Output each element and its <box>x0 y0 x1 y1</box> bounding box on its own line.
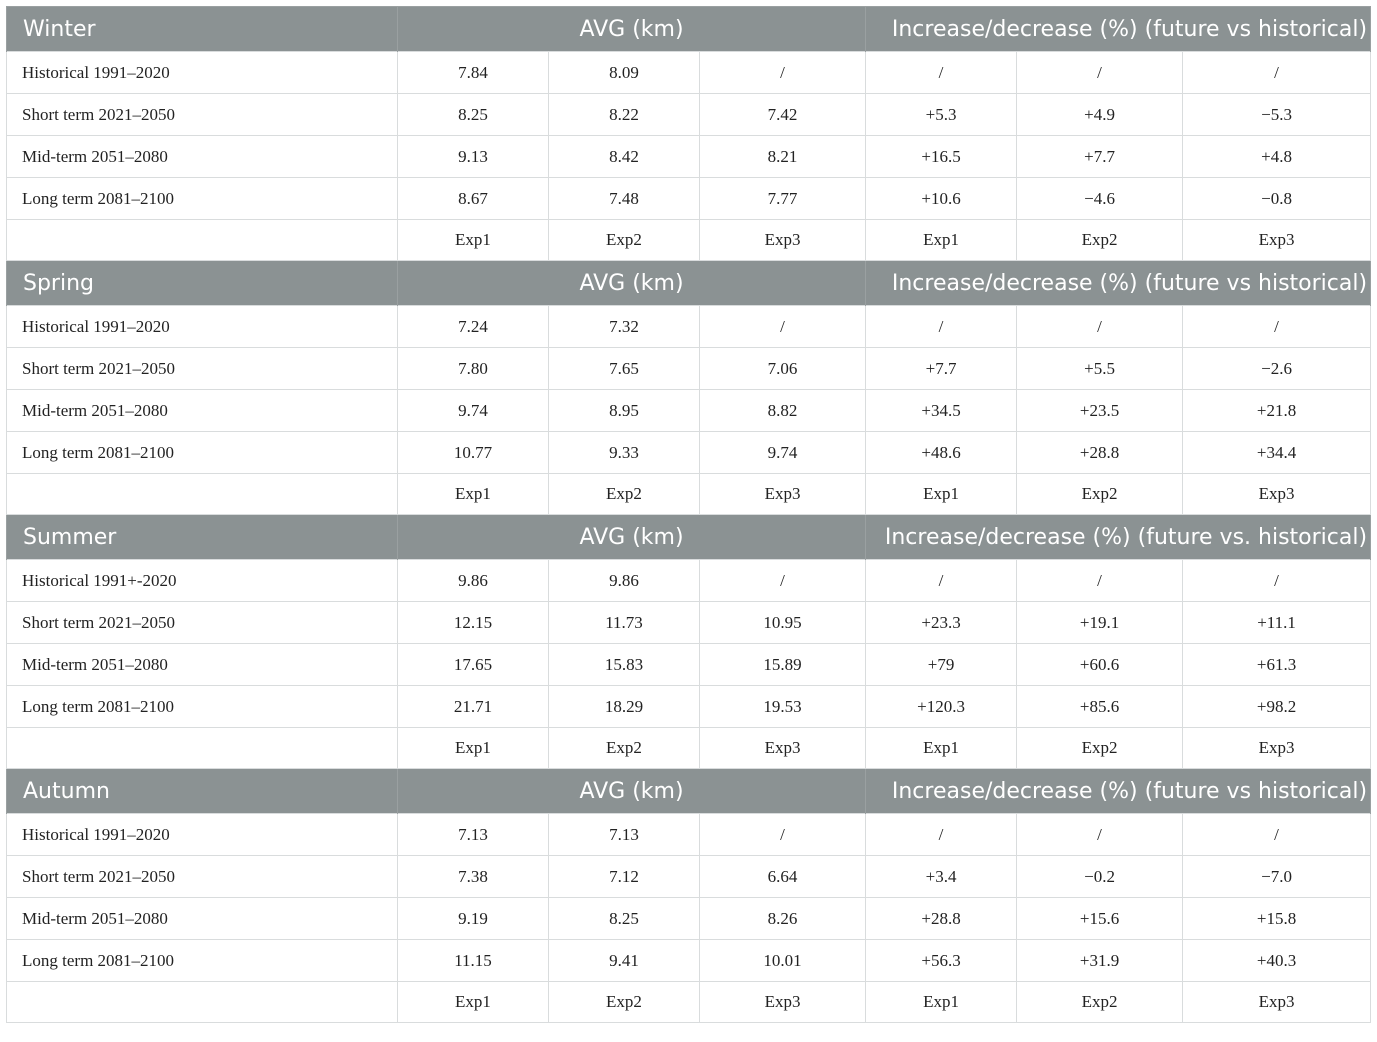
value-cell: 9.74 <box>700 432 866 474</box>
period-label: Historical 1991–2020 <box>7 814 398 856</box>
period-label: Short term 2021–2050 <box>7 856 398 898</box>
experiment-label: Exp2 <box>549 474 700 515</box>
value-cell: +7.7 <box>866 348 1017 390</box>
experiment-label: Exp3 <box>1183 474 1371 515</box>
experiment-label: Exp2 <box>1017 728 1183 769</box>
period-label: Mid-term 2051–2080 <box>7 898 398 940</box>
period-label: Historical 1991–2020 <box>7 306 398 348</box>
experiment-label: Exp1 <box>866 728 1017 769</box>
projection-table <box>6 6 1371 1023</box>
change-header: Increase/decrease (%) (future vs historical) <box>866 769 1371 814</box>
value-cell: / <box>1183 560 1371 602</box>
table-row <box>7 814 1371 856</box>
experiment-label: Exp3 <box>700 982 866 1023</box>
value-cell: +5.5 <box>1017 348 1183 390</box>
table-row <box>7 306 1371 348</box>
experiment-label: Exp1 <box>398 728 549 769</box>
value-cell: +79 <box>866 644 1017 686</box>
table-row <box>7 602 1371 644</box>
value-cell: −0.2 <box>1017 856 1183 898</box>
value-cell: 8.09 <box>549 52 700 94</box>
value-cell: 7.80 <box>398 348 549 390</box>
experiment-label: Exp3 <box>1183 220 1371 261</box>
section-header-spring <box>7 261 1371 306</box>
period-label: Short term 2021–2050 <box>7 348 398 390</box>
table-row <box>7 898 1371 940</box>
section-header-autumn <box>7 769 1371 814</box>
value-cell: / <box>1017 560 1183 602</box>
value-cell: 8.95 <box>549 390 700 432</box>
value-cell: 7.65 <box>549 348 700 390</box>
value-cell: +4.8 <box>1183 136 1371 178</box>
value-cell: +11.1 <box>1183 602 1371 644</box>
value-cell: 9.33 <box>549 432 700 474</box>
experiment-label-row <box>7 474 1371 515</box>
value-cell: 10.95 <box>700 602 866 644</box>
value-cell: −4.6 <box>1017 178 1183 220</box>
period-label: Long term 2081–2100 <box>7 178 398 220</box>
value-cell: 8.26 <box>700 898 866 940</box>
value-cell: +28.8 <box>866 898 1017 940</box>
empty-cell <box>7 474 398 515</box>
season-title: Summer <box>7 515 398 560</box>
value-cell: 8.67 <box>398 178 549 220</box>
value-cell: / <box>1017 814 1183 856</box>
value-cell: 8.22 <box>549 94 700 136</box>
avg-header: AVG (km) <box>398 7 866 52</box>
experiment-label: Exp2 <box>549 982 700 1023</box>
value-cell: 9.19 <box>398 898 549 940</box>
value-cell: +19.1 <box>1017 602 1183 644</box>
avg-header: AVG (km) <box>398 261 866 306</box>
value-cell: 9.86 <box>398 560 549 602</box>
table-row <box>7 644 1371 686</box>
value-cell: / <box>1017 52 1183 94</box>
value-cell: / <box>700 814 866 856</box>
period-label: Mid-term 2051–2080 <box>7 136 398 178</box>
season-title: Winter <box>7 7 398 52</box>
table-row <box>7 856 1371 898</box>
experiment-label: Exp3 <box>1183 728 1371 769</box>
value-cell: +16.5 <box>866 136 1017 178</box>
value-cell: −2.6 <box>1183 348 1371 390</box>
experiment-label-row <box>7 982 1371 1023</box>
value-cell: 17.65 <box>398 644 549 686</box>
section-header-winter <box>7 7 1371 52</box>
value-cell: 15.83 <box>549 644 700 686</box>
value-cell: 7.12 <box>549 856 700 898</box>
value-cell: 9.13 <box>398 136 549 178</box>
value-cell: 10.01 <box>700 940 866 982</box>
value-cell: +98.2 <box>1183 686 1371 728</box>
value-cell: / <box>700 306 866 348</box>
value-cell: +28.8 <box>1017 432 1183 474</box>
experiment-label: Exp3 <box>1183 982 1371 1023</box>
value-cell: / <box>866 52 1017 94</box>
experiment-label: Exp1 <box>866 982 1017 1023</box>
value-cell: 19.53 <box>700 686 866 728</box>
value-cell: / <box>1183 306 1371 348</box>
section-header-summer <box>7 515 1371 560</box>
period-label: Long term 2081–2100 <box>7 432 398 474</box>
value-cell: 7.84 <box>398 52 549 94</box>
value-cell: 8.82 <box>700 390 866 432</box>
value-cell: +40.3 <box>1183 940 1371 982</box>
value-cell: 7.13 <box>549 814 700 856</box>
value-cell: 7.32 <box>549 306 700 348</box>
table-row <box>7 390 1371 432</box>
value-cell: / <box>1183 52 1371 94</box>
value-cell: +34.4 <box>1183 432 1371 474</box>
value-cell: +61.3 <box>1183 644 1371 686</box>
change-header: Increase/decrease (%) (future vs historical) <box>866 261 1371 306</box>
value-cell: +15.8 <box>1183 898 1371 940</box>
value-cell: / <box>1017 306 1183 348</box>
change-header: Increase/decrease (%) (future vs historical) <box>866 7 1371 52</box>
season-title: Spring <box>7 261 398 306</box>
value-cell: −5.3 <box>1183 94 1371 136</box>
value-cell: / <box>700 52 866 94</box>
experiment-label: Exp2 <box>549 728 700 769</box>
experiment-label: Exp1 <box>398 220 549 261</box>
value-cell: 7.06 <box>700 348 866 390</box>
value-cell: −0.8 <box>1183 178 1371 220</box>
value-cell: +4.9 <box>1017 94 1183 136</box>
value-cell: 9.74 <box>398 390 549 432</box>
experiment-label: Exp2 <box>1017 220 1183 261</box>
experiment-label: Exp1 <box>398 474 549 515</box>
value-cell: 12.15 <box>398 602 549 644</box>
value-cell: 7.24 <box>398 306 549 348</box>
experiment-label-row <box>7 220 1371 261</box>
value-cell: 18.29 <box>549 686 700 728</box>
season-title: Autumn <box>7 769 398 814</box>
period-label: Long term 2081–2100 <box>7 940 398 982</box>
experiment-label: Exp3 <box>700 220 866 261</box>
value-cell: 7.77 <box>700 178 866 220</box>
table-row <box>7 432 1371 474</box>
period-label: Short term 2021–2050 <box>7 602 398 644</box>
avg-header: AVG (km) <box>398 769 866 814</box>
experiment-label: Exp3 <box>700 474 866 515</box>
experiment-label: Exp1 <box>866 474 1017 515</box>
value-cell: 7.48 <box>549 178 700 220</box>
value-cell: +10.6 <box>866 178 1017 220</box>
value-cell: 8.25 <box>549 898 700 940</box>
period-label: Short term 2021–2050 <box>7 94 398 136</box>
value-cell: 7.13 <box>398 814 549 856</box>
experiment-label: Exp3 <box>700 728 866 769</box>
value-cell: 6.64 <box>700 856 866 898</box>
value-cell: +31.9 <box>1017 940 1183 982</box>
value-cell: +34.5 <box>866 390 1017 432</box>
value-cell: / <box>866 560 1017 602</box>
value-cell: / <box>700 560 866 602</box>
empty-cell <box>7 982 398 1023</box>
value-cell: 9.41 <box>549 940 700 982</box>
value-cell: 15.89 <box>700 644 866 686</box>
table-row <box>7 686 1371 728</box>
value-cell: / <box>866 306 1017 348</box>
value-cell: 8.25 <box>398 94 549 136</box>
value-cell: +56.3 <box>866 940 1017 982</box>
value-cell: +3.4 <box>866 856 1017 898</box>
value-cell: +15.6 <box>1017 898 1183 940</box>
empty-cell <box>7 728 398 769</box>
value-cell: +5.3 <box>866 94 1017 136</box>
value-cell: 9.86 <box>549 560 700 602</box>
experiment-label: Exp1 <box>866 220 1017 261</box>
value-cell: +85.6 <box>1017 686 1183 728</box>
experiment-label: Exp2 <box>1017 474 1183 515</box>
experiment-label: Exp1 <box>398 982 549 1023</box>
value-cell: +23.3 <box>866 602 1017 644</box>
value-cell: +23.5 <box>1017 390 1183 432</box>
experiment-label: Exp2 <box>549 220 700 261</box>
table-row <box>7 560 1371 602</box>
value-cell: 8.42 <box>549 136 700 178</box>
value-cell: / <box>866 814 1017 856</box>
empty-cell <box>7 220 398 261</box>
value-cell: 21.71 <box>398 686 549 728</box>
value-cell: +48.6 <box>866 432 1017 474</box>
value-cell: 7.42 <box>700 94 866 136</box>
table-row <box>7 940 1371 982</box>
avg-header: AVG (km) <box>398 515 866 560</box>
period-label: Mid-term 2051–2080 <box>7 390 398 432</box>
value-cell: / <box>1183 814 1371 856</box>
table-row <box>7 136 1371 178</box>
period-label: Historical 1991+-2020 <box>7 560 398 602</box>
table-row <box>7 178 1371 220</box>
table-row <box>7 348 1371 390</box>
value-cell: 7.38 <box>398 856 549 898</box>
value-cell: +60.6 <box>1017 644 1183 686</box>
value-cell: 11.15 <box>398 940 549 982</box>
period-label: Historical 1991–2020 <box>7 52 398 94</box>
experiment-label-row <box>7 728 1371 769</box>
value-cell: −7.0 <box>1183 856 1371 898</box>
value-cell: 8.21 <box>700 136 866 178</box>
table-row <box>7 94 1371 136</box>
value-cell: 10.77 <box>398 432 549 474</box>
period-label: Mid-term 2051–2080 <box>7 644 398 686</box>
experiment-label: Exp2 <box>1017 982 1183 1023</box>
value-cell: +21.8 <box>1183 390 1371 432</box>
table-row <box>7 52 1371 94</box>
value-cell: +120.3 <box>866 686 1017 728</box>
period-label: Long term 2081–2100 <box>7 686 398 728</box>
value-cell: 11.73 <box>549 602 700 644</box>
value-cell: +7.7 <box>1017 136 1183 178</box>
change-header: Increase/decrease (%) (future vs. historical) <box>866 515 1371 560</box>
